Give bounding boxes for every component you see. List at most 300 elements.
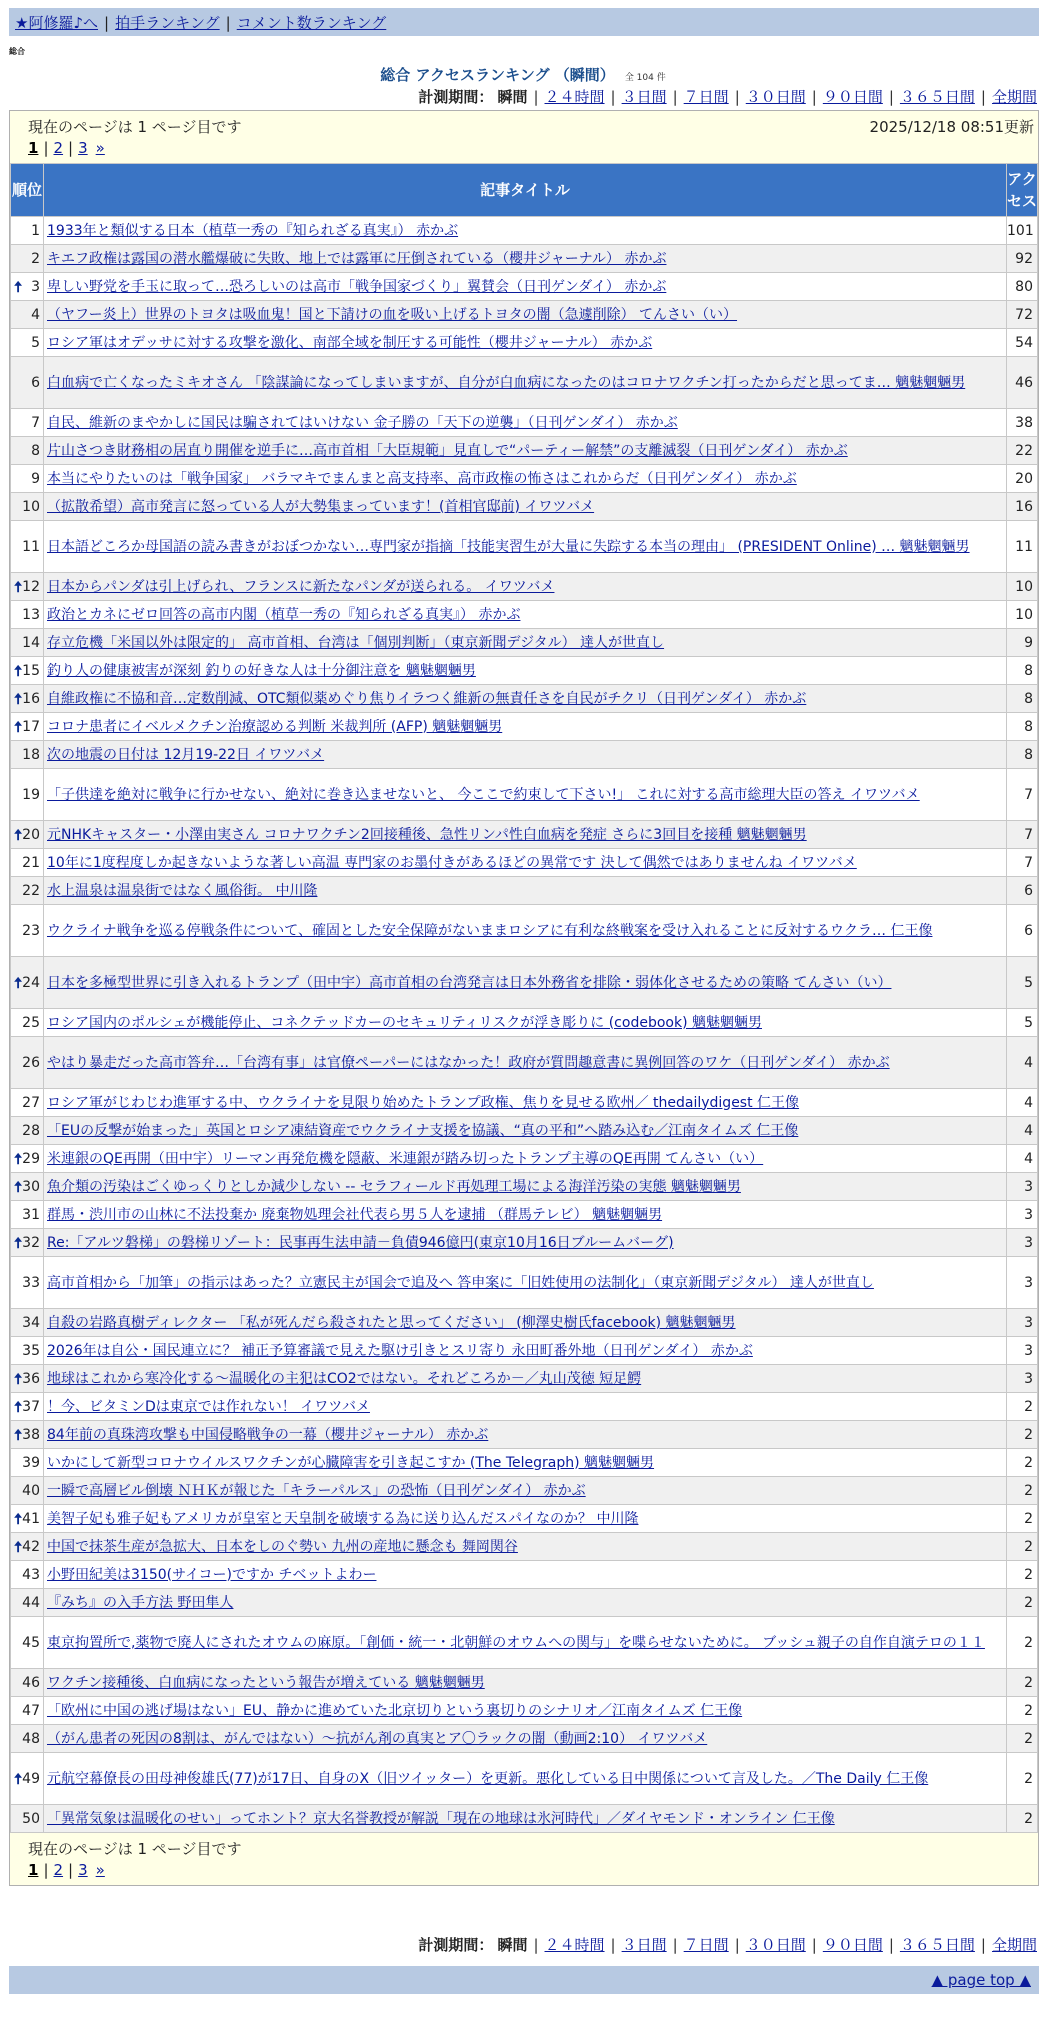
access-count: 8 — [1007, 713, 1038, 741]
table-row — [11, 493, 1038, 521]
rank-number: 46 — [22, 1674, 40, 1691]
rank-number: 3 — [31, 278, 40, 295]
table-row — [11, 1117, 1038, 1145]
article-title-link[interactable]: 日本からパンダは引上げられ、フランスに新たなパンダが送られる。 イワツバメ — [47, 578, 555, 595]
table-row — [11, 1337, 1038, 1365]
table-row — [11, 1725, 1038, 1753]
access-count: 92 — [1007, 245, 1038, 273]
table-row — [11, 1037, 1038, 1089]
title-cell — [44, 601, 1007, 629]
page-info-bottom — [10, 1833, 1038, 1885]
title-cell — [44, 1753, 1007, 1805]
table-row — [11, 1617, 1038, 1669]
rank-number: 50 — [22, 1810, 40, 1827]
rank-number: 6 — [31, 374, 40, 391]
table-row — [11, 437, 1038, 465]
article-title-link[interactable]: Re:「アルツ磐梯」の磐梯リゾート：民事再生法申請－負債946億円(東京10月16日ブルームバーグ) — [47, 1234, 674, 1251]
period-separator: | — [888, 1936, 894, 1954]
title-cell — [44, 1533, 1007, 1561]
rank-cell — [11, 573, 44, 601]
period-selector-bottom — [418, 1934, 1037, 1955]
table-row — [11, 1697, 1038, 1725]
access-count: 6 — [1007, 905, 1038, 957]
rank-cell — [11, 1117, 44, 1145]
table-row — [11, 465, 1038, 493]
article-title-link[interactable]: （がん患者の死因の8割は、がんではない）～抗がん剤の真実とア〇ラックの闇（動画2:10） イワツバメ — [47, 1730, 708, 1747]
article-title-link[interactable]: 釣り人の健康被害が深刻 釣りの好きな人は十分御注意を 魑魅魍魎男 — [47, 662, 476, 679]
table-row — [11, 601, 1038, 629]
rank-number: 33 — [22, 1274, 40, 1291]
ranking-table — [10, 163, 1038, 1833]
table-row — [11, 713, 1038, 741]
rank-cell — [11, 1697, 44, 1725]
rank-cell — [11, 465, 44, 493]
period-separator: | — [811, 1936, 817, 1954]
article-title-link[interactable]: 「子供達を絶対に戦争に行かせない、絶対に巻き込ませないと、 今ここで約束して下さい!」 これに対する高市総理大臣の答え イワツバメ — [47, 786, 920, 803]
access-count: 3 — [1007, 1229, 1038, 1257]
title-cell — [44, 1145, 1007, 1173]
article-title-link[interactable]: （拡散希望）高市発言に怒っている人が大勢集まっています！(首相官邸前) イワツバメ — [47, 498, 595, 515]
rank-cell — [11, 437, 44, 465]
rank-cell — [11, 601, 44, 629]
rank-number: 37 — [22, 1398, 40, 1415]
article-title-link[interactable]: 「欧州に中国の逃げ場はない」EU、静かに進めていた北京切りという裏切りのシナリオ／江南タイムズ 仁王像 — [47, 1702, 743, 1719]
access-count: 2 — [1007, 1589, 1038, 1617]
access-count: 2 — [1007, 1561, 1038, 1589]
title-cell — [44, 437, 1007, 465]
table-row — [11, 957, 1038, 1009]
up-arrow-icon: 🠅 — [14, 717, 23, 736]
up-arrow-icon: 🠅 — [14, 661, 23, 680]
period-link[interactable]: ３日間 — [621, 88, 667, 106]
table-row — [11, 573, 1038, 601]
article-title-link[interactable]: 元NHKキャスター・小澤由実さん コロナワクチン2回接種後、急性リンパ性白血病を発症 さらに3回目を接種 魑魅魍魎男 — [47, 826, 807, 843]
rank-number: 16 — [22, 690, 40, 707]
up-arrow-icon: 🠅 — [14, 825, 23, 844]
period-link[interactable]: ９０日間 — [822, 1936, 883, 1954]
period-link[interactable]: ３０日間 — [745, 1936, 806, 1954]
article-title-link[interactable]: 存立危機「米国以外は限定的」 高市首相、台湾は「個別判断」（東京新聞デジタル） 達人が世直し — [47, 634, 665, 651]
rank-number: 17 — [22, 718, 40, 735]
table-row — [11, 1009, 1038, 1037]
up-arrow-icon: 🠅 — [14, 1769, 23, 1788]
page-link[interactable]: 2 — [53, 1861, 64, 1879]
up-arrow-icon: 🠅 — [14, 1509, 23, 1528]
title-cell — [44, 1337, 1007, 1365]
page-link[interactable]: 3 — [78, 1861, 88, 1879]
rank-cell — [11, 1037, 44, 1089]
rank-cell — [11, 1669, 44, 1697]
rank-number: 7 — [31, 414, 40, 431]
title-cell — [44, 1089, 1007, 1117]
rank-cell — [11, 657, 44, 685]
rank-number: 26 — [22, 1054, 40, 1071]
article-title-link[interactable]: 小野田紀美は3150(サイコー)ですか チベットよわー — [47, 1566, 377, 1583]
article-title-link[interactable]: 東京拘置所で,薬物で廃人にされたオウムの麻原。「創価・統一・北朝鮮のオウムへの関与」を喋らせないために。 ブッシュ親子の自作自演テロの１１ — [47, 1634, 985, 1651]
access-count: 4 — [1007, 1089, 1038, 1117]
access-count: 101 — [1007, 217, 1038, 245]
rank-cell — [11, 685, 44, 713]
table-row — [11, 1201, 1038, 1229]
article-title-link[interactable]: 10年に1度程度しか起きないような著しい高温 専門家のお墨付きがあるほどの異常です 決して偶然ではありませんね イワツバメ — [47, 854, 857, 871]
nav-separator: | — [225, 14, 231, 32]
article-title-link[interactable]: 「EUの反撃が始まった」英国とロシア凍結資産でウクライナ支援を協議、“真の平和”へ踏み込む／江南タイムズ 仁王像 — [47, 1122, 799, 1139]
article-title-link[interactable]: 2026年は自公・国民連立に？ 補正予算審議で見えた駆け引きとスリ寄り 永田町番外地（日刊ゲンダイ） 赤かぶ — [47, 1342, 753, 1359]
article-title-link[interactable]: 日本語どころか母国語の読み書きがおぼつかない…専門家が指摘「技能実習生が大量に失踪する本当の理由」 (PRESIDENT Online) … 魑魅魍魎男 — [47, 538, 970, 555]
rank-cell — [11, 1589, 44, 1617]
article-title-link[interactable]: いかにして新型コロナウイルスワクチンが心臓障害を引き起こすか (The Telegraph) 魑魅魍魎男 — [47, 1454, 655, 1471]
rank-cell — [11, 1805, 44, 1833]
top-nav-bar — [9, 8, 1039, 36]
article-title-link[interactable]: 自維政権に不協和音…定数削減、OTC類似薬めぐり焦りイラつく維新の無責任さを自民がチクリ（日刊ゲンダイ） 赤かぶ — [47, 690, 807, 707]
access-count: 72 — [1007, 301, 1038, 329]
access-count: 4 — [1007, 1037, 1038, 1089]
rank-cell — [11, 769, 44, 821]
rank-cell — [11, 1561, 44, 1589]
access-count: 2 — [1007, 1421, 1038, 1449]
access-count: 5 — [1007, 957, 1038, 1009]
rank-number: 2 — [31, 250, 40, 267]
access-count: 46 — [1007, 357, 1038, 409]
access-count: 9 — [1007, 629, 1038, 657]
article-title-link[interactable]: 群馬・渋川市の山林に不法投棄か 廃棄物処理会社代表ら男５人を逮捕 （群馬テレビ） 魑魅魍魎男 — [47, 1206, 663, 1223]
total-count: 全 104 件 — [624, 73, 666, 83]
page-top-link[interactable]: ▲ page top ▲ — [931, 1971, 1031, 1989]
up-arrow-icon: 🠅 — [14, 277, 23, 296]
comment-ranking-link[interactable]: コメント数ランキング — [236, 14, 387, 32]
title-cell — [44, 573, 1007, 601]
page-separator: | — [43, 1861, 49, 1879]
pagination-top — [28, 139, 105, 157]
rank-cell — [11, 957, 44, 1009]
rank-number: 43 — [22, 1566, 40, 1583]
table-row — [11, 521, 1038, 573]
rank-number: 36 — [22, 1370, 40, 1387]
table-row — [11, 301, 1038, 329]
title-cell — [44, 1173, 1007, 1201]
up-arrow-icon: 🠅 — [14, 1537, 23, 1556]
access-column-header: アクセス — [1007, 164, 1038, 217]
rank-number: 22 — [22, 882, 40, 899]
article-title-link[interactable]: コロナ患者にイベルメクチン治療認める判断 米裁判所 (AFP) 魑魅魍魎男 — [47, 718, 503, 735]
page-current: 1 — [28, 1861, 39, 1879]
period-link[interactable]: ２４時間 — [544, 88, 605, 106]
title-cell — [44, 273, 1007, 301]
title-cell — [44, 1561, 1007, 1589]
article-title-link[interactable]: 水上温泉は温泉街ではなく風俗街。 中川隆 — [47, 882, 318, 899]
access-count: 2 — [1007, 1505, 1038, 1533]
article-title-link[interactable]: 84年前の真珠湾攻撃も中国侵略戦争の一幕（櫻井ジャーナル） 赤かぶ — [47, 1426, 489, 1443]
rank-cell — [11, 409, 44, 437]
article-title-link[interactable]: 白血病で亡くなったミキオさん 「陰謀論になってしまいますが、自分が白血病になったのはコロナワクチン打ったからだと思ってま… 魑魅魍魎男 — [47, 374, 966, 391]
rank-cell — [11, 1145, 44, 1173]
period-link[interactable]: ３０日間 — [745, 88, 806, 106]
rank-cell — [11, 1477, 44, 1505]
rank-number: 1 — [31, 222, 40, 239]
title-cell — [44, 357, 1007, 409]
table-row — [11, 1421, 1038, 1449]
title-cell — [44, 1117, 1007, 1145]
access-count: 2 — [1007, 1697, 1038, 1725]
applause-ranking-link[interactable]: 拍手ランキング — [115, 14, 220, 32]
rank-cell — [11, 1753, 44, 1805]
title-cell — [44, 329, 1007, 357]
table-row — [11, 1365, 1038, 1393]
period-link[interactable]: ９０日間 — [822, 88, 883, 106]
article-title-link[interactable]: 米連銀のQE再開（田中宇）リーマン再発危機を隠蔽、米連銀が踏み切ったトランプ主導のQE再開 てんさい（い） — [47, 1150, 764, 1167]
updated-timestamp: 2025/12/18 08:51更新 — [869, 118, 1034, 136]
title-column-header: 記事タイトル — [44, 164, 1007, 217]
access-count: 2 — [1007, 1753, 1038, 1805]
rank-cell — [11, 217, 44, 245]
access-count: 10 — [1007, 601, 1038, 629]
current-page-text: 現在のページは 1 ページ目です — [28, 1840, 242, 1858]
access-count: 3 — [1007, 1173, 1038, 1201]
article-title-link[interactable]: ロシア国内のポルシェが機能停止、コネクテッドカーのセキュリティリスクが浮き彫りに (codebook) 魑魅魍魎男 — [47, 1014, 762, 1031]
rank-number: 9 — [31, 470, 40, 487]
article-title-link[interactable]: 高市首相から「加筆」の指示はあった？立憲民主が国会で追及へ 答申案に「旧姓使用の法制化」（東京新聞デジタル） 達人が世直し — [47, 1274, 874, 1291]
rank-cell — [11, 821, 44, 849]
page-link[interactable]: 2 — [53, 139, 64, 157]
article-title-link[interactable]: 自民、維新のまやかしに国民は騙されてはいけない 金子勝の「天下の逆襲」（日刊ゲンダイ） 赤かぶ — [47, 414, 678, 431]
period-separator: | — [980, 1936, 986, 1954]
article-title-link[interactable]: 本当にやりたいのは「戦争国家」 バラマキでまんまと高支持率、高市政権の怖さはこれからだ（日刊ゲンダイ） 赤かぶ — [47, 470, 797, 487]
title-cell — [44, 741, 1007, 769]
article-title-link[interactable]: 『みち』の入手方法 野田隼人 — [47, 1594, 234, 1611]
title-cell — [44, 821, 1007, 849]
rank-number: 24 — [22, 974, 40, 991]
period-separator: | — [734, 1936, 740, 1954]
rank-number: 35 — [22, 1342, 40, 1359]
rank-cell — [11, 357, 44, 409]
access-count: 5 — [1007, 1009, 1038, 1037]
ranking-panel — [9, 110, 1039, 1886]
article-title-link[interactable]: ウクライナ戦争を巡る停戦条件について、確固とした安全保障がないままロシアに有利な終戦案を受け入れることに反対するウクラ… 仁王像 — [47, 922, 933, 939]
rank-number: 27 — [22, 1094, 40, 1111]
title-cell — [44, 1617, 1007, 1669]
rank-number: 4 — [31, 306, 40, 323]
table-row — [11, 1393, 1038, 1421]
rank-number: 32 — [22, 1234, 40, 1251]
access-count: 4 — [1007, 1145, 1038, 1173]
rank-cell — [11, 1337, 44, 1365]
rank-number: 25 — [22, 1014, 40, 1031]
period-link[interactable]: ３６５日間 — [899, 1936, 975, 1954]
title-cell — [44, 905, 1007, 957]
rank-number: 8 — [31, 442, 40, 459]
rank-number: 12 — [22, 578, 40, 595]
article-title-link[interactable]: 中国で抹茶生産が急拡大、日本をしのぐ勢い 九州の産地に懸念も 舞岡関谷 — [47, 1538, 518, 1555]
access-count: 3 — [1007, 1257, 1038, 1309]
table-row — [11, 685, 1038, 713]
access-count: 2 — [1007, 1393, 1038, 1421]
article-title-link[interactable]: （ヤフー炎上）世界のトヨタは吸血鬼！国と下請けの血を吸い上げるトヨタの闇（急遽削除） てんさい（い） — [47, 306, 738, 323]
pagination-bottom — [28, 1861, 105, 1879]
access-count: 22 — [1007, 437, 1038, 465]
article-title-link[interactable]: キエフ政権は露国の潜水艦爆破に失敗、地上では露軍に圧倒されている（櫻井ジャーナル） 赤かぶ — [47, 250, 667, 267]
access-count: 7 — [1007, 849, 1038, 877]
access-count: 2 — [1007, 1533, 1038, 1561]
article-title-link[interactable]: 政治とカネにゼロ回答の高市内閣（植草一秀の『知られざる真実』） 赤かぶ — [47, 606, 521, 623]
title-cell — [44, 629, 1007, 657]
access-count: 7 — [1007, 821, 1038, 849]
rank-number: 42 — [22, 1538, 40, 1555]
rank-number: 44 — [22, 1594, 40, 1611]
period-separator: | — [533, 88, 539, 106]
title-cell — [44, 877, 1007, 905]
period-link[interactable]: ３６５日間 — [899, 88, 975, 106]
rank-number: 30 — [22, 1178, 40, 1195]
table-row — [11, 329, 1038, 357]
table-row — [11, 629, 1038, 657]
rank-cell — [11, 849, 44, 877]
article-title-link[interactable]: 片山さつき財務相の居直り開催を逆手に…高市首相「大臣規範」見直しで“パーティー解禁”の支離滅裂（日刊ゲンダイ） 赤かぶ — [47, 442, 848, 459]
table-row — [11, 1309, 1038, 1337]
rank-cell — [11, 1309, 44, 1337]
title-cell — [44, 1477, 1007, 1505]
title-cell — [44, 1589, 1007, 1617]
page-separator: | — [68, 139, 74, 157]
rank-cell — [11, 1229, 44, 1257]
period-selector-top — [418, 86, 1037, 107]
period-separator: | — [672, 88, 678, 106]
table-row — [11, 1449, 1038, 1477]
rank-number: 34 — [22, 1314, 40, 1331]
rank-cell — [11, 1533, 44, 1561]
period-separator: | — [734, 88, 740, 106]
article-title-link[interactable]: やはり暴走だった高市答弁…「台湾有事」は官僚ペーパーにはなかった！政府が質問趣意書に異例回答のワケ（日刊ゲンダイ） 赤かぶ — [47, 1054, 890, 1071]
table-row — [11, 409, 1038, 437]
rank-cell — [11, 301, 44, 329]
article-title-link[interactable]: 美智子妃も雅子妃もアメリカが皇室と天皇制を破壊する為に送り込んだスパイなのか？ 中川隆 — [47, 1510, 639, 1527]
table-row — [11, 821, 1038, 849]
rank-cell — [11, 521, 44, 573]
access-count: 3 — [1007, 1365, 1038, 1393]
period-link[interactable]: 全期間 — [991, 88, 1037, 106]
rank-cell — [11, 1393, 44, 1421]
title-cell — [44, 521, 1007, 573]
access-count: 2 — [1007, 1617, 1038, 1669]
article-title-link[interactable]: 一瞬で高層ビル倒壊 ＮＨＫが報じた「キラーパルス」の恐怖（日刊ゲンダイ） 赤かぶ — [47, 1482, 586, 1499]
access-count: 3 — [1007, 1201, 1038, 1229]
article-title-link[interactable]: 地球はこれから寒冷化する～温暖化の主犯はCO2ではない。それどころか－／丸山茂徳 短足鰐 — [47, 1370, 642, 1387]
rank-number: 29 — [22, 1150, 40, 1167]
article-title-link[interactable]: ロシア軍がじわじわ進軍する中、ウクライナを見限り始めたトランプ政権、焦りを見せる欧州／ thedailydigest 仁王像 — [47, 1094, 800, 1111]
table-row — [11, 245, 1038, 273]
period-separator: | — [533, 1936, 539, 1954]
up-arrow-icon: 🠅 — [14, 1425, 23, 1444]
period-separator: | — [811, 88, 817, 106]
rank-cell — [11, 329, 44, 357]
rank-cell — [11, 741, 44, 769]
access-count: 20 — [1007, 465, 1038, 493]
article-title-link[interactable]: 自殺の岩路真樹ディレクター 「私が死んだら殺されたと思ってください」 (柳澤史樹氏facebook) 魑魅魍魎男 — [47, 1314, 736, 1331]
nav-separator: | — [104, 14, 110, 32]
title-cell — [44, 1669, 1007, 1697]
rank-number: 20 — [22, 826, 40, 843]
up-arrow-icon: 🠅 — [14, 1149, 23, 1168]
table-row — [11, 1533, 1038, 1561]
title-cell — [44, 1697, 1007, 1725]
access-count: 80 — [1007, 273, 1038, 301]
title-cell — [44, 1009, 1007, 1037]
title-cell — [44, 1229, 1007, 1257]
rank-column-header: 順位 — [11, 164, 44, 217]
article-title-link[interactable]: 元航空幕僚長の田母神俊雄氏(77)が17日、自身のX（旧ツイッター）を更新。悪化している日中関係について言及した。／The Daily 仁王像 — [47, 1770, 929, 1787]
table-row — [11, 1089, 1038, 1117]
rank-cell — [11, 493, 44, 521]
table-row — [11, 741, 1038, 769]
period-label: 計測期間： — [418, 1936, 494, 1954]
period-link[interactable]: ３日間 — [621, 1936, 667, 1954]
period-link[interactable]: ２４時間 — [544, 1936, 605, 1954]
article-title-link[interactable]: ワクチン接種後、白血病になったという報告が増えている 魑魅魍魎男 — [47, 1674, 485, 1691]
title-cell — [44, 217, 1007, 245]
title-cell — [44, 1393, 1007, 1421]
article-title-link[interactable]: ！今、ビタミンDは東京では作れない！ イワツバメ — [47, 1398, 370, 1415]
next-page-link[interactable]: » — [95, 139, 105, 157]
table-row — [11, 217, 1038, 245]
article-title-link[interactable]: 次の地震の日付は 12月19-22日 イワツバメ — [47, 746, 325, 763]
article-title-link[interactable]: 1933年と類似する日本（植草一秀の『知られざる真実』） 赤かぶ — [47, 222, 459, 239]
title-cell — [44, 957, 1007, 1009]
article-title-link[interactable]: 「異常気象は温暖化のせい」ってホント？京大名誉教授が解説「現在の地球は氷河時代」／ダイヤモンド・オンライン 仁王像 — [47, 1810, 835, 1827]
article-title-link[interactable]: 日本を多極型世界に引き入れるトランプ（田中宇）高市首相の台湾発言は日本外務省を排除・弱体化させるための策略 てんさい（い） — [47, 974, 892, 991]
access-count: 2 — [1007, 1725, 1038, 1753]
home-link[interactable]: ★阿修羅♪へ — [15, 14, 99, 32]
table-row — [11, 273, 1038, 301]
access-count: 8 — [1007, 741, 1038, 769]
table-row — [11, 1589, 1038, 1617]
table-row — [11, 357, 1038, 409]
up-arrow-icon: 🠅 — [14, 1233, 23, 1252]
period-link[interactable]: 全期間 — [991, 1936, 1037, 1954]
rank-cell — [11, 1009, 44, 1037]
rank-number: 23 — [22, 922, 40, 939]
access-count: 16 — [1007, 493, 1038, 521]
title-cell — [44, 493, 1007, 521]
next-page-link[interactable]: » — [95, 1861, 105, 1879]
title-cell — [44, 1725, 1007, 1753]
bottom-bar — [9, 1966, 1039, 1994]
period-separator: | — [610, 1936, 616, 1954]
access-count: 54 — [1007, 329, 1038, 357]
title-cell — [44, 1421, 1007, 1449]
title-cell — [44, 465, 1007, 493]
access-count: 10 — [1007, 573, 1038, 601]
article-title-link[interactable]: 卑しい野党を手玉に取って…恐ろしいのは高市「戦争国家づくり」翼賛会（日刊ゲンダイ） 赤かぶ — [47, 278, 667, 295]
table-row — [11, 1229, 1038, 1257]
rank-number: 39 — [22, 1454, 40, 1471]
access-count: 2 — [1007, 1449, 1038, 1477]
period-link[interactable]: ７日間 — [683, 1936, 729, 1954]
access-count: 2 — [1007, 1477, 1038, 1505]
rank-cell — [11, 1449, 44, 1477]
page-link[interactable]: 3 — [78, 139, 88, 157]
title-cell — [44, 1309, 1007, 1337]
rank-number: 18 — [22, 746, 40, 763]
title-cell — [44, 769, 1007, 821]
access-count: 3 — [1007, 1337, 1038, 1365]
access-count: 2 — [1007, 1669, 1038, 1697]
rank-cell — [11, 1173, 44, 1201]
article-title-link[interactable]: 魚介類の汚染はごくゆっくりとしか減少しない -- セラフィールド再処理工場による海洋汚染の実態 魑魅魍魎男 — [47, 1178, 741, 1195]
period-link[interactable]: ７日間 — [683, 88, 729, 106]
page-heading — [0, 64, 1046, 85]
article-title-link[interactable]: ロシア軍はオデッサに対する攻撃を激化、南部全域を制圧する可能性（櫻井ジャーナル） 赤かぶ — [47, 334, 653, 351]
rank-cell — [11, 877, 44, 905]
table-row — [11, 769, 1038, 821]
